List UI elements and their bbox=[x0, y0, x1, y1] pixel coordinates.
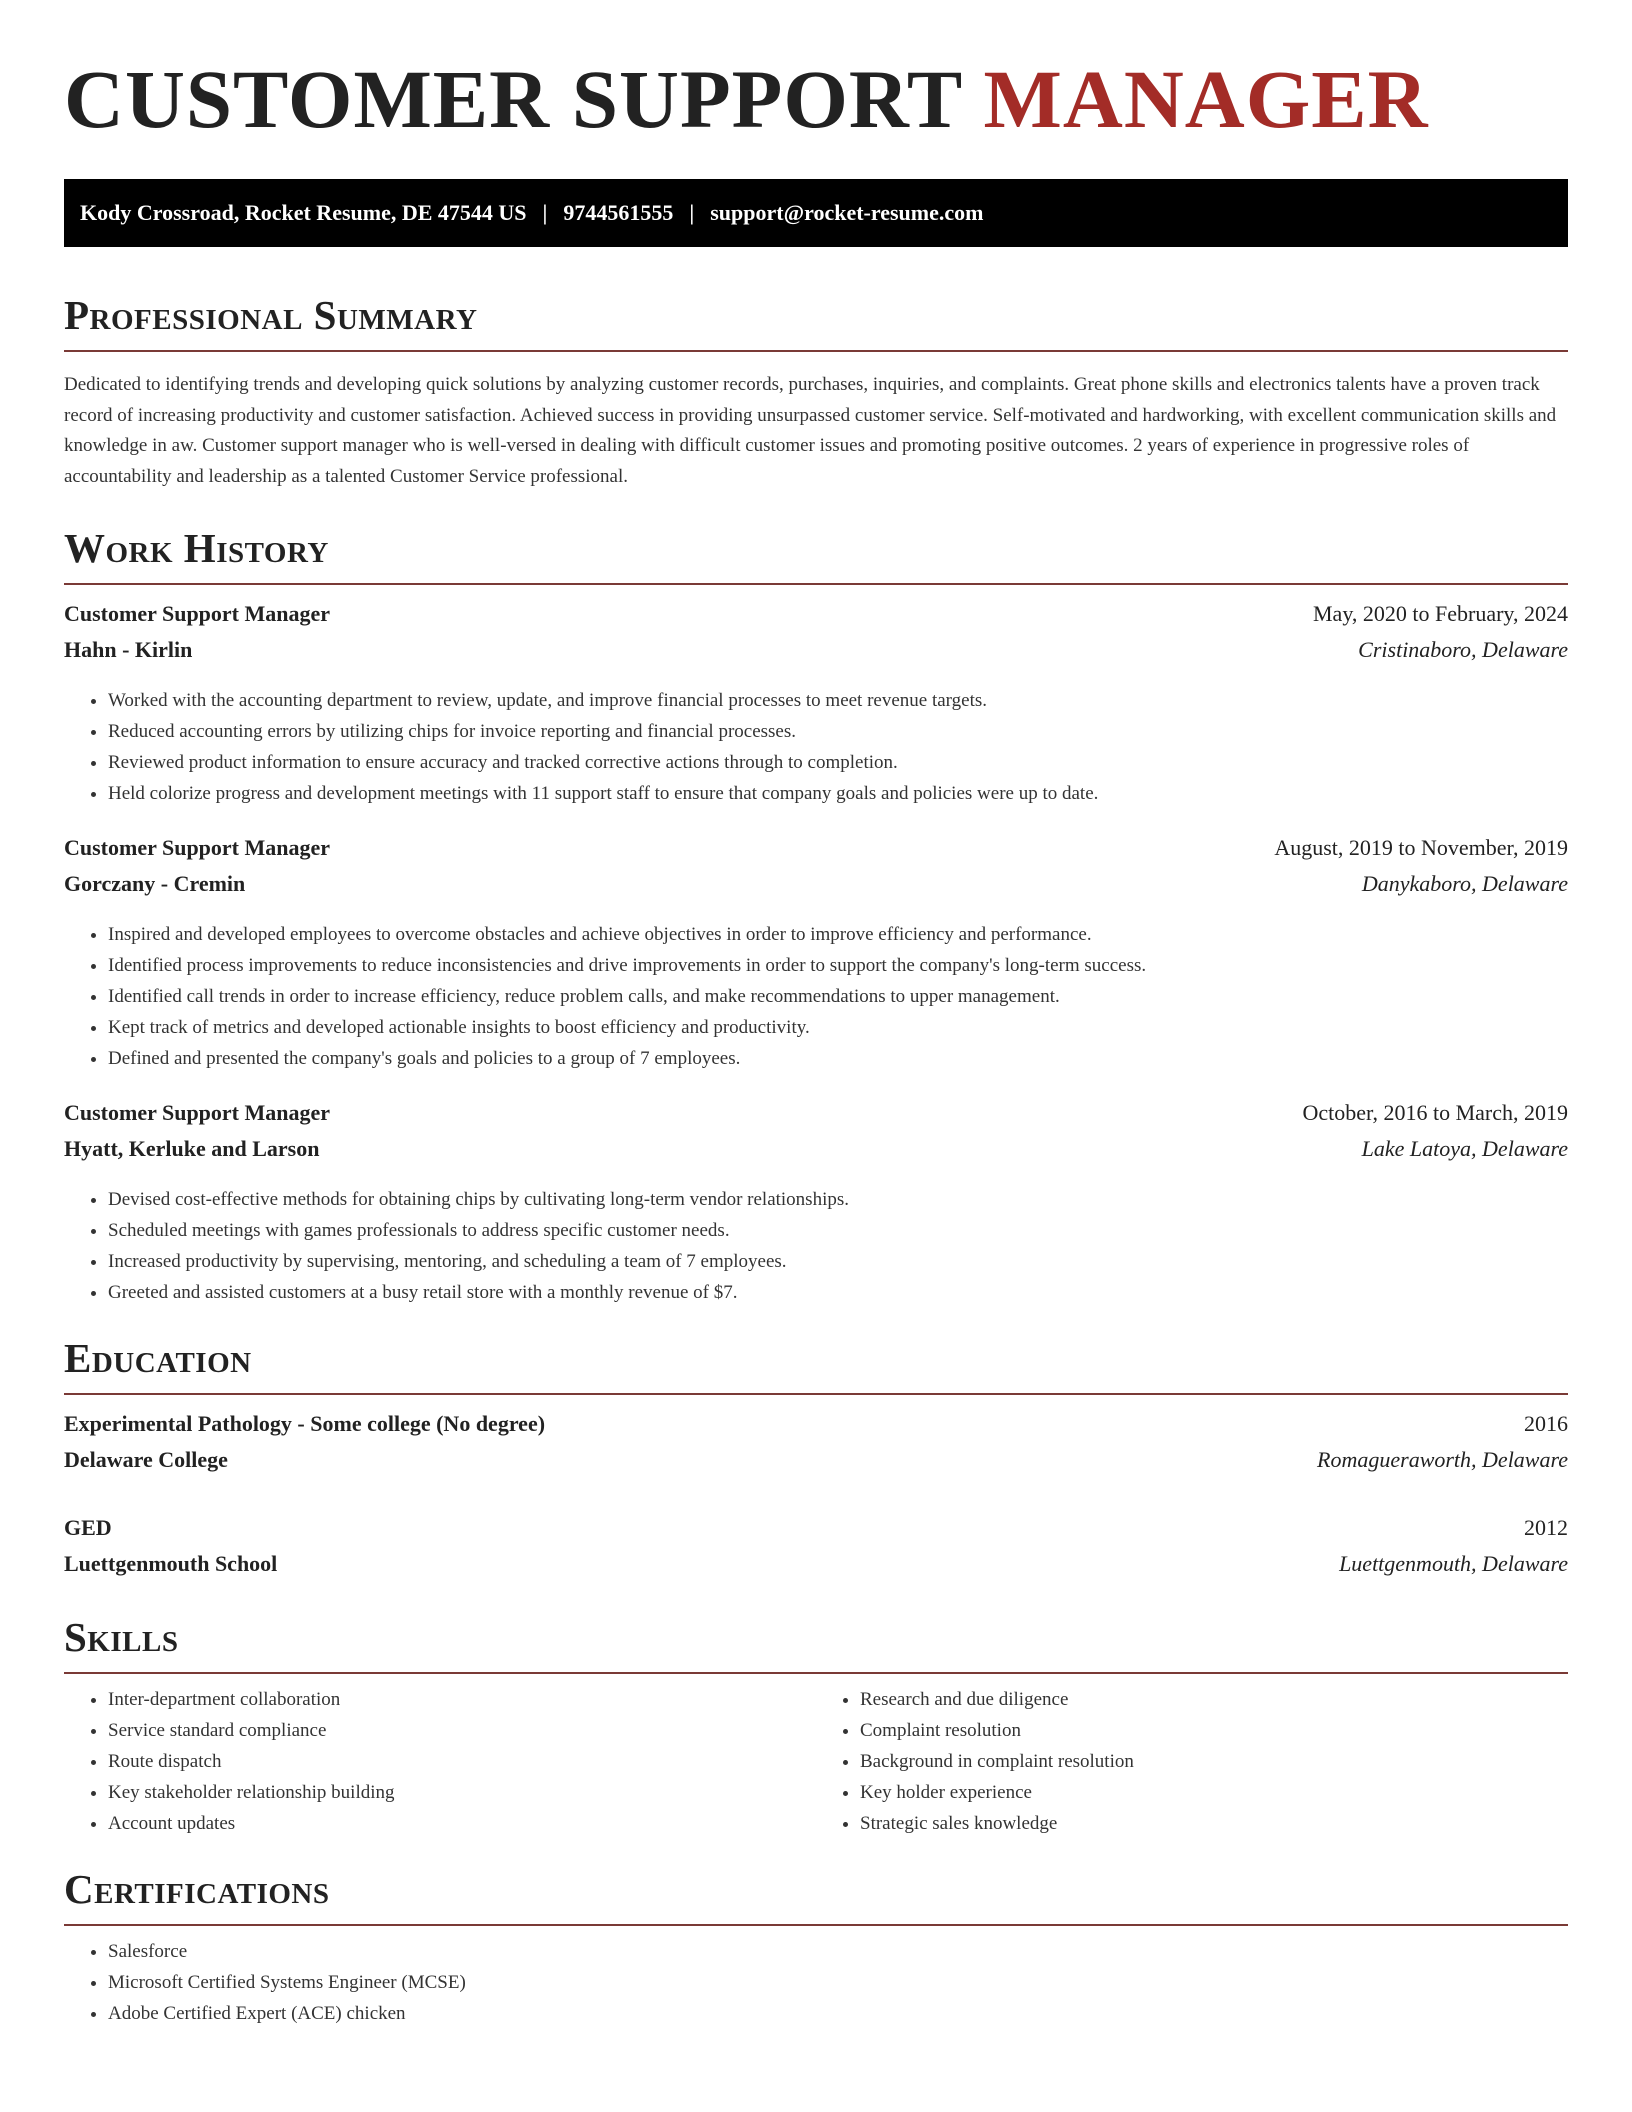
certifications-heading: Certifications bbox=[64, 1866, 330, 1912]
education-year: 2012 bbox=[1524, 1515, 1568, 1540]
contact-separator: | bbox=[689, 200, 695, 225]
job-header-row bbox=[64, 835, 1568, 871]
contact-email[interactable]: support@rocket-resume.com bbox=[710, 200, 984, 225]
skills-grid bbox=[64, 1684, 1568, 1839]
summary-section bbox=[64, 292, 1568, 492]
job-bullet: • Reduced accounting errors by utilizing chips for invoice reporting and financial processes. bbox=[108, 716, 1568, 747]
certifications-list bbox=[64, 1936, 1568, 2029]
education-school: Luettgenmouth School bbox=[64, 1551, 278, 1576]
job-bullet: • Defined and presented the company's goals and policies to a group of 7 employees. bbox=[108, 1043, 1568, 1074]
job-header-row bbox=[64, 601, 1568, 637]
job-location: Danykaboro, Delaware bbox=[1361, 871, 1568, 896]
job-bullet: • Greeted and assisted customers at a busy retail store with a monthly revenue of $7. bbox=[108, 1277, 1568, 1308]
job-bullets bbox=[64, 1184, 1568, 1308]
job-bullet: • Devised cost-effective methods for obtaining chips by cultivating long-term vendor relationships. bbox=[108, 1184, 1568, 1215]
job-title: Customer Support Manager bbox=[64, 601, 331, 626]
certification-item: • Adobe Certified Expert (ACE) chicken bbox=[108, 1998, 1568, 2029]
education-school: Delaware College bbox=[64, 1447, 228, 1472]
section-divider bbox=[64, 583, 1568, 585]
job-dates: October, 2016 to March, 2019 bbox=[1302, 1100, 1568, 1125]
summary-heading: Professional Summary bbox=[64, 292, 478, 338]
job-dates: May, 2020 to February, 2024 bbox=[1313, 601, 1568, 626]
certification-item: • Salesforce bbox=[108, 1936, 1568, 1967]
education-location: Romagueraworth, Delaware bbox=[1317, 1447, 1568, 1472]
job-entry bbox=[64, 1100, 1568, 1308]
education-entry bbox=[64, 1515, 1568, 1587]
skill-item: • Account updates bbox=[108, 1808, 816, 1839]
job-company: Hahn - Kirlin bbox=[64, 637, 193, 662]
job-bullet: • Increased productivity by supervising, mentoring, and scheduling a team of 7 employees. bbox=[108, 1246, 1568, 1277]
education-header-row bbox=[64, 1411, 1568, 1447]
summary-text: Dedicated to identifying trends and developing quick solutions by analyzing customer records, purchases, inquiries, and complaints. Great phone skills and electronics talents have a proven track record of increasing productivity and customer satisfaction. Achieved success in providing unsurpassed customer service. Self-motivated and hardworking, with excellent communication skills and knowledge in aw. Customer support manager who is well-versed in dealing with difficult customer issues and promoting positive outcomes. 2 years of experience in progressive roles of accountability and leadership as a talented Customer Service professional. bbox=[64, 374, 1557, 487]
certification-item: • Microsoft Certified Systems Engineer (MCSE) bbox=[108, 1967, 1568, 1998]
job-title: Customer Support Manager bbox=[64, 1100, 331, 1125]
skill-item: • Service standard compliance bbox=[108, 1715, 816, 1746]
education-location: Luettgenmouth, Delaware bbox=[1339, 1551, 1568, 1576]
work-history-section bbox=[64, 525, 1568, 1308]
job-bullet: • Worked with the accounting department to review, update, and improve financial processes to meet revenue targets. bbox=[108, 685, 1568, 716]
education-year: 2016 bbox=[1524, 1411, 1568, 1436]
job-header-row bbox=[64, 1100, 1568, 1136]
education-school-row bbox=[64, 1551, 1568, 1587]
contact-phone[interactable]: 9744561555 bbox=[563, 200, 674, 225]
job-company-row bbox=[64, 871, 1568, 907]
job-bullet: • Identified call trends in order to increase efficiency, reduce problem calls, and make recommendations to upper management. bbox=[108, 981, 1568, 1012]
education-header-row bbox=[64, 1515, 1568, 1551]
education-entry bbox=[64, 1411, 1568, 1483]
education-degree: Experimental Pathology - Some college (No degree) bbox=[64, 1411, 546, 1436]
education-section bbox=[64, 1335, 1568, 1587]
job-bullet: • Scheduled meetings with games professionals to address specific customer needs. bbox=[108, 1215, 1568, 1246]
skill-item: • Strategic sales knowledge bbox=[860, 1808, 1568, 1839]
skill-item: • Research and due diligence bbox=[860, 1684, 1568, 1715]
job-bullet: • Reviewed product information to ensure accuracy and tracked corrective actions through to completion. bbox=[108, 747, 1568, 778]
skill-item: • Route dispatch bbox=[108, 1746, 816, 1777]
certifications-section bbox=[64, 1866, 1568, 2029]
resume-title bbox=[64, 53, 1568, 145]
skill-item: • Key holder experience bbox=[860, 1777, 1568, 1808]
section-divider bbox=[64, 1924, 1568, 1926]
job-title: Customer Support Manager bbox=[64, 835, 331, 860]
job-company-row bbox=[64, 637, 1568, 673]
section-divider bbox=[64, 1672, 1568, 1674]
job-location: Lake Latoya, Delaware bbox=[1361, 1136, 1568, 1161]
job-bullets bbox=[64, 685, 1568, 809]
skill-item: • Complaint resolution bbox=[860, 1715, 1568, 1746]
job-company: Hyatt, Kerluke and Larson bbox=[64, 1136, 320, 1161]
section-divider bbox=[64, 1393, 1568, 1395]
contact-address: Kody Crossroad, Rocket Resume, DE 47544 US bbox=[80, 200, 527, 225]
skill-item: • Background in complaint resolution bbox=[860, 1746, 1568, 1777]
education-heading: Education bbox=[64, 1335, 252, 1381]
job-bullet: • Identified process improvements to reduce inconsistencies and drive improvements in order to support the company's long-term success. bbox=[108, 950, 1568, 981]
job-company-row bbox=[64, 1136, 1568, 1172]
work-history-heading: Work History bbox=[64, 525, 329, 571]
title-main: CUSTOMER SUPPORT bbox=[64, 53, 962, 145]
job-entry bbox=[64, 835, 1568, 1074]
job-entry bbox=[64, 601, 1568, 809]
job-bullet: • Inspired and developed employees to overcome obstacles and achieve objectives in order to improve efficiency and performance. bbox=[108, 919, 1568, 950]
skills-section bbox=[64, 1614, 1568, 1839]
education-school-row bbox=[64, 1447, 1568, 1483]
job-bullet: • Kept track of metrics and developed actionable insights to boost efficiency and productivity. bbox=[108, 1012, 1568, 1043]
title-accent: MANAGER bbox=[983, 53, 1429, 145]
job-location: Cristinaboro, Delaware bbox=[1358, 637, 1568, 662]
skill-item: • Key stakeholder relationship building bbox=[108, 1777, 816, 1808]
education-degree: GED bbox=[64, 1515, 112, 1540]
section-divider bbox=[64, 350, 1568, 352]
job-bullet: • Held colorize progress and development meetings with 11 support staff to ensure that company goals and policies were up to date. bbox=[108, 778, 1568, 809]
skills-heading: Skills bbox=[64, 1614, 179, 1660]
job-dates: August, 2019 to November, 2019 bbox=[1274, 835, 1568, 860]
contact-separator: | bbox=[542, 200, 548, 225]
skills-column-left bbox=[64, 1684, 816, 1839]
job-bullets bbox=[64, 919, 1568, 1074]
job-company: Gorczany - Cremin bbox=[64, 871, 246, 896]
contact-bar bbox=[64, 179, 1568, 247]
skills-column-right bbox=[816, 1684, 1568, 1839]
skill-item: • Inter-department collaboration bbox=[108, 1684, 816, 1715]
